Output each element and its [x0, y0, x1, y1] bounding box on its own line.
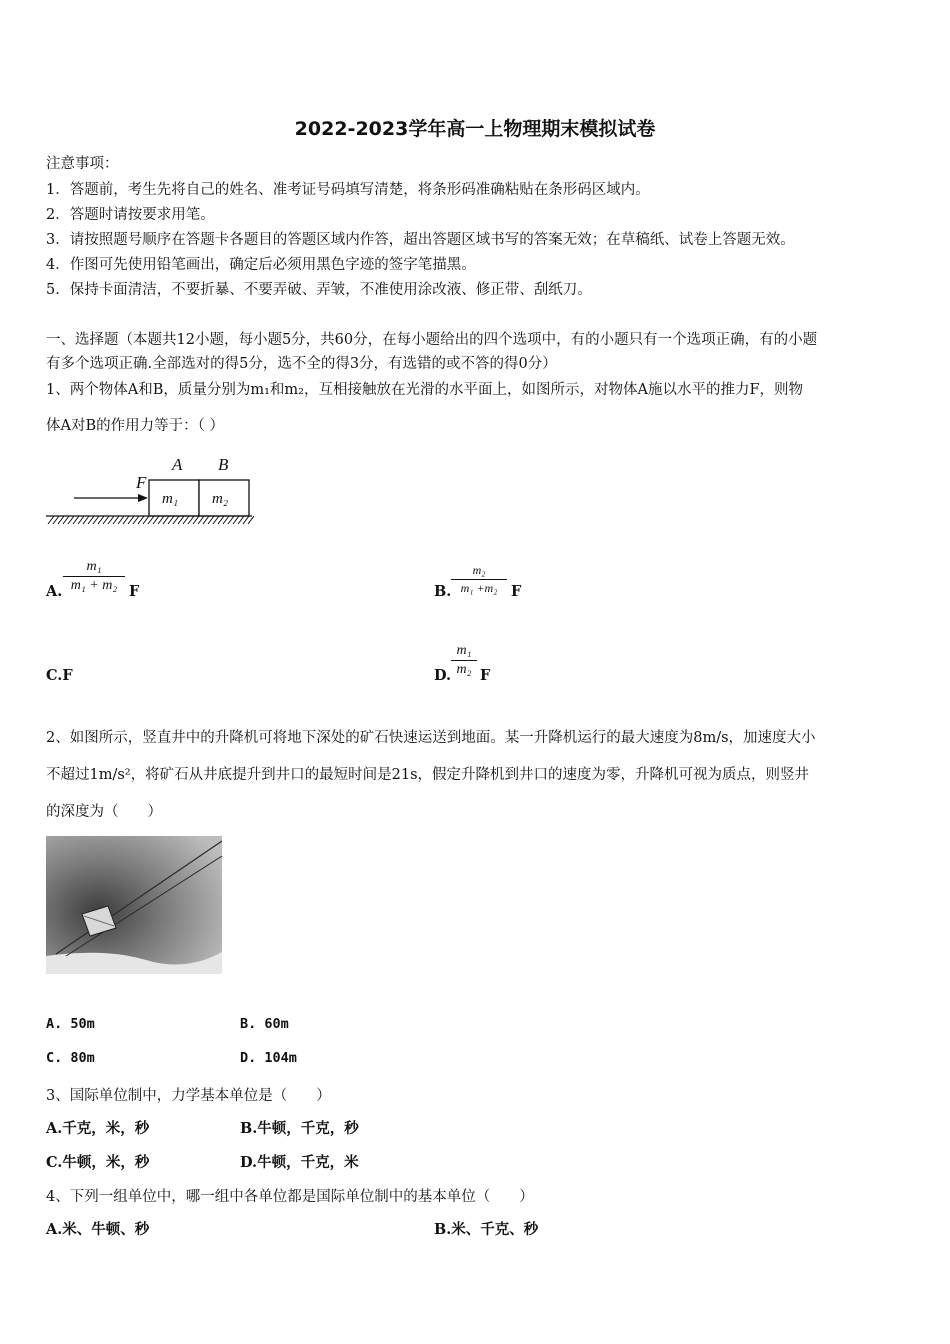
notice-heading: 注意事项：: [46, 156, 119, 172]
q1-figure: [46, 448, 256, 538]
page-title: 2022-2023学年高一上物理期末模拟试卷: [294, 118, 656, 140]
section-heading-cont: 有多个选项正确.全部选对的得5分，选不全的得3分，有选错的或不答的得0分）: [46, 356, 557, 372]
ground-hatch: [48, 516, 254, 524]
mine-shaft-photo: [46, 836, 222, 974]
q3-option-b: B.牛顿，千克，秒: [240, 1120, 359, 1137]
block-a-label: A: [172, 455, 183, 474]
notice-item: 2．答题时请按要求用笔。: [46, 207, 215, 223]
q4-stem: 4、下列一组单位中，哪一组中各单位都是国际单位制中的基本单位（ ）: [46, 1189, 534, 1205]
q1-option-b-suffix: F: [511, 583, 522, 600]
q3-stem: 3、国际单位制中，力学基本单位是（ ）: [46, 1088, 331, 1104]
q2-option-c: C. 80m: [46, 1050, 95, 1066]
q3-option-a: A.千克，米，秒: [46, 1120, 150, 1137]
q2-stem: 2、如图所示，竖直井中的升降机可将地下深处的矿石快速运送到地面。某一升降机运行的最大速度为8m/s，加速度大小: [46, 730, 816, 746]
q1-option-a-fraction: [63, 559, 125, 594]
arrow-head-icon: [138, 494, 148, 502]
q2-option-b: B. 60m: [240, 1016, 289, 1032]
q1-option-b-fraction: [451, 563, 507, 596]
q1-option-d-suffix: F: [480, 667, 491, 684]
q3-option-d: D.牛顿，千克，米: [240, 1154, 359, 1171]
q2-stem-cont: 不超过1m/s²，将矿石从井底提升到井口的最短时间是21s，假定升降机到井口的速度为零，升降机可视为质点，则竖井: [46, 767, 810, 783]
notice-item: 4．作图可先使用铅笔画出，确定后必须用黑色字迹的签字笔描黑。: [46, 257, 476, 273]
fraction-denominator: m₁ + m₂: [70, 578, 118, 593]
mass-a: m₁: [162, 491, 179, 507]
notice-item: 1．答题前，考生先将自己的姓名、准考证号码填写清楚，将条形码准确粘贴在条形码区域内。: [46, 182, 650, 198]
q4-option-a: A.米、牛顿、秒: [46, 1221, 150, 1238]
q2-option-d: D. 104m: [240, 1050, 297, 1066]
section-heading: 一、选择题（本题共12小题，每小题5分，共60分，在每小题给出的四个选项中，有的小题只有一个选项正确，有的小题: [46, 332, 818, 348]
q1-option-a-suffix: F: [129, 583, 140, 600]
block-b-label: B: [218, 455, 229, 474]
q1-option-d-fraction: [451, 643, 477, 678]
q2-stem-cont2: 的深度为（ ）: [46, 804, 162, 820]
q3-option-c: C.牛顿，米，秒: [46, 1154, 150, 1171]
fraction-numerator: m₁: [86, 559, 102, 574]
mass-b: m₂: [212, 491, 229, 507]
q1-option-b-label: B.: [434, 583, 452, 600]
q1-stem-cont: 体A对B的作用力等于：（ ）: [46, 418, 224, 434]
fraction-denominator: m₁ +m₂: [460, 581, 498, 595]
q1-option-a-label: A.: [46, 583, 63, 600]
q2-option-a: A. 50m: [46, 1016, 95, 1032]
notice-item: 3．请按照题号顺序在答题卡各题目的答题区域内作答，超出答题区域书写的答案无效；在草稿纸、试卷上答题无效。: [46, 232, 795, 248]
notice-item: 5．保持卡面清洁，不要折暴、不要弄破、弄皱，不准使用涂改液、修正带、刮纸刀。: [46, 282, 592, 298]
q1-option-c: C.F: [46, 667, 73, 684]
fraction-denominator: m₂: [456, 662, 472, 677]
fraction-numerator: m₁: [456, 643, 472, 658]
force-label: F: [136, 473, 147, 492]
q1-stem: 1、两个物体A和B，质量分别为m₁和m₂，互相接触放在光滑的水平面上，如图所示，对物体A施以水平的推力F，则物: [46, 382, 804, 398]
q1-option-d-label: D.: [434, 667, 452, 684]
q4-option-b: B.米、千克、秒: [434, 1221, 539, 1238]
fraction-numerator: m₂: [472, 563, 486, 577]
